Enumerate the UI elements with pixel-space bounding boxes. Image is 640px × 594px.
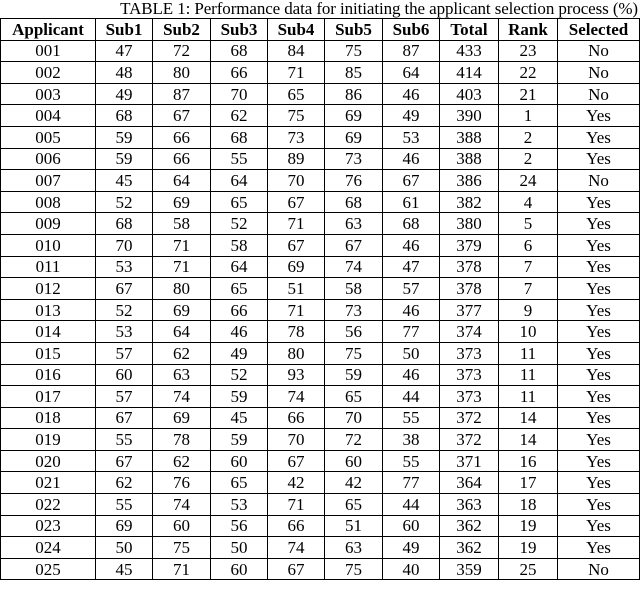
cell-sub6: 87 [383, 40, 440, 62]
table-row [1, 472, 640, 494]
cell-sub1: 59 [96, 126, 153, 148]
cell-applicant: 013 [1, 299, 96, 321]
cell-sub5: 63 [325, 213, 383, 235]
cell-sub4: 42 [268, 472, 325, 494]
cell-sub3: 49 [211, 342, 268, 364]
cell-sub6: 40 [383, 558, 440, 580]
cell-rank: 7 [499, 278, 558, 300]
cell-selected: Yes [558, 126, 640, 148]
table-row [1, 62, 640, 84]
cell-sub3: 52 [211, 364, 268, 386]
cell-sub5: 75 [325, 342, 383, 364]
column-header-sub6: Sub6 [383, 19, 440, 41]
cell-selected: Yes [558, 537, 640, 559]
cell-sub4: 78 [268, 321, 325, 343]
cell-sub3: 59 [211, 429, 268, 451]
cell-rank: 9 [499, 299, 558, 321]
cell-sub2: 76 [153, 472, 211, 494]
cell-applicant: 024 [1, 537, 96, 559]
cell-sub5: 70 [325, 407, 383, 429]
cell-sub2: 63 [153, 364, 211, 386]
table-row [1, 234, 640, 256]
cell-selected: Yes [558, 321, 640, 343]
cell-sub3: 52 [211, 213, 268, 235]
cell-sub6: 46 [383, 364, 440, 386]
cell-sub2: 78 [153, 429, 211, 451]
cell-sub4: 67 [268, 450, 325, 472]
cell-sub4: 67 [268, 234, 325, 256]
column-header-sub2: Sub2 [153, 19, 211, 41]
cell-sub6: 53 [383, 126, 440, 148]
cell-sub3: 53 [211, 494, 268, 516]
cell-sub5: 68 [325, 191, 383, 213]
cell-total: 373 [440, 386, 499, 408]
cell-sub1: 52 [96, 191, 153, 213]
cell-sub2: 67 [153, 105, 211, 127]
cell-sub3: 70 [211, 83, 268, 105]
cell-sub6: 77 [383, 321, 440, 343]
cell-sub4: 51 [268, 278, 325, 300]
cell-sub3: 65 [211, 278, 268, 300]
cell-selected: Yes [558, 429, 640, 451]
cell-sub6: 64 [383, 62, 440, 84]
cell-sub3: 68 [211, 126, 268, 148]
cell-sub1: 67 [96, 407, 153, 429]
cell-sub5: 72 [325, 429, 383, 451]
cell-total: 362 [440, 537, 499, 559]
cell-sub3: 58 [211, 234, 268, 256]
table-row [1, 191, 640, 213]
cell-applicant: 022 [1, 494, 96, 516]
cell-total: 433 [440, 40, 499, 62]
cell-sub6: 68 [383, 213, 440, 235]
cell-total: 373 [440, 342, 499, 364]
column-header-sub3: Sub3 [211, 19, 268, 41]
cell-applicant: 007 [1, 170, 96, 192]
table-row [1, 321, 640, 343]
cell-sub3: 68 [211, 40, 268, 62]
cell-sub6: 50 [383, 342, 440, 364]
cell-applicant: 015 [1, 342, 96, 364]
cell-sub3: 65 [211, 472, 268, 494]
cell-sub5: 56 [325, 321, 383, 343]
cell-sub1: 47 [96, 40, 153, 62]
cell-rank: 14 [499, 429, 558, 451]
cell-sub5: 65 [325, 494, 383, 516]
cell-selected: Yes [558, 364, 640, 386]
cell-sub5: 75 [325, 40, 383, 62]
cell-selected: Yes [558, 386, 640, 408]
cell-total: 371 [440, 450, 499, 472]
cell-sub6: 61 [383, 191, 440, 213]
cell-sub1: 53 [96, 256, 153, 278]
table-row [1, 450, 640, 472]
cell-selected: Yes [558, 342, 640, 364]
cell-sub1: 67 [96, 278, 153, 300]
cell-selected: Yes [558, 515, 640, 537]
table-row [1, 429, 640, 451]
cell-total: 388 [440, 148, 499, 170]
cell-applicant: 018 [1, 407, 96, 429]
cell-selected: Yes [558, 407, 640, 429]
cell-sub2: 74 [153, 494, 211, 516]
cell-rank: 2 [499, 148, 558, 170]
table-row [1, 278, 640, 300]
column-header-rank: Rank [499, 19, 558, 41]
cell-sub4: 69 [268, 256, 325, 278]
cell-sub4: 66 [268, 515, 325, 537]
cell-applicant: 021 [1, 472, 96, 494]
column-header-applicant: Applicant [1, 19, 96, 41]
table-row [1, 148, 640, 170]
cell-sub5: 74 [325, 256, 383, 278]
cell-sub4: 67 [268, 191, 325, 213]
table-row [1, 407, 640, 429]
cell-sub6: 55 [383, 407, 440, 429]
cell-sub1: 57 [96, 386, 153, 408]
table-row [1, 170, 640, 192]
cell-rank: 5 [499, 213, 558, 235]
cell-sub1: 49 [96, 83, 153, 105]
cell-selected: No [558, 40, 640, 62]
table-row [1, 256, 640, 278]
table-row [1, 126, 640, 148]
cell-rank: 11 [499, 364, 558, 386]
cell-applicant: 011 [1, 256, 96, 278]
cell-selected: Yes [558, 472, 640, 494]
cell-sub5: 58 [325, 278, 383, 300]
cell-sub2: 60 [153, 515, 211, 537]
column-header-sub1: Sub1 [96, 19, 153, 41]
cell-sub6: 46 [383, 148, 440, 170]
cell-sub4: 70 [268, 429, 325, 451]
cell-sub1: 67 [96, 450, 153, 472]
cell-sub5: 63 [325, 537, 383, 559]
cell-sub5: 59 [325, 364, 383, 386]
cell-sub6: 47 [383, 256, 440, 278]
cell-sub6: 55 [383, 450, 440, 472]
cell-sub6: 46 [383, 299, 440, 321]
cell-sub3: 60 [211, 558, 268, 580]
cell-sub3: 66 [211, 299, 268, 321]
cell-rank: 11 [499, 386, 558, 408]
cell-sub2: 87 [153, 83, 211, 105]
cell-sub5: 67 [325, 234, 383, 256]
table-row [1, 40, 640, 62]
cell-sub1: 69 [96, 515, 153, 537]
cell-applicant: 020 [1, 450, 96, 472]
cell-sub2: 71 [153, 558, 211, 580]
cell-rank: 1 [499, 105, 558, 127]
cell-sub6: 57 [383, 278, 440, 300]
cell-sub2: 72 [153, 40, 211, 62]
cell-applicant: 002 [1, 62, 96, 84]
cell-sub4: 74 [268, 386, 325, 408]
table-row [1, 537, 640, 559]
cell-sub1: 55 [96, 429, 153, 451]
cell-sub5: 85 [325, 62, 383, 84]
cell-sub2: 58 [153, 213, 211, 235]
cell-rank: 16 [499, 450, 558, 472]
cell-total: 364 [440, 472, 499, 494]
cell-sub3: 65 [211, 191, 268, 213]
cell-sub3: 66 [211, 62, 268, 84]
cell-total: 372 [440, 429, 499, 451]
cell-sub5: 69 [325, 105, 383, 127]
cell-total: 362 [440, 515, 499, 537]
cell-applicant: 025 [1, 558, 96, 580]
cell-rank: 14 [499, 407, 558, 429]
cell-total: 388 [440, 126, 499, 148]
cell-selected: No [558, 62, 640, 84]
cell-sub4: 74 [268, 537, 325, 559]
cell-sub3: 60 [211, 450, 268, 472]
cell-sub5: 42 [325, 472, 383, 494]
table-row [1, 83, 640, 105]
cell-rank: 24 [499, 170, 558, 192]
cell-sub5: 73 [325, 148, 383, 170]
cell-sub3: 45 [211, 407, 268, 429]
cell-sub5: 75 [325, 558, 383, 580]
cell-applicant: 017 [1, 386, 96, 408]
cell-rank: 6 [499, 234, 558, 256]
cell-sub2: 74 [153, 386, 211, 408]
cell-sub6: 77 [383, 472, 440, 494]
cell-sub2: 66 [153, 148, 211, 170]
table-row [1, 299, 640, 321]
cell-sub4: 71 [268, 299, 325, 321]
cell-sub6: 49 [383, 105, 440, 127]
table-row [1, 386, 640, 408]
cell-sub6: 60 [383, 515, 440, 537]
cell-sub6: 67 [383, 170, 440, 192]
cell-sub1: 52 [96, 299, 153, 321]
cell-sub6: 44 [383, 494, 440, 516]
cell-selected: Yes [558, 213, 640, 235]
cell-total: 386 [440, 170, 499, 192]
column-header-total: Total [440, 19, 499, 41]
cell-selected: No [558, 170, 640, 192]
cell-rank: 11 [499, 342, 558, 364]
table-caption: TABLE 1: Performance data for initiating the applicant selection process (%) [120, 0, 638, 18]
cell-rank: 4 [499, 191, 558, 213]
cell-total: 380 [440, 213, 499, 235]
cell-sub1: 50 [96, 537, 153, 559]
cell-sub3: 62 [211, 105, 268, 127]
cell-sub1: 70 [96, 234, 153, 256]
cell-sub2: 69 [153, 191, 211, 213]
cell-sub2: 71 [153, 234, 211, 256]
cell-applicant: 008 [1, 191, 96, 213]
cell-sub1: 62 [96, 472, 153, 494]
cell-sub4: 71 [268, 213, 325, 235]
cell-sub3: 50 [211, 537, 268, 559]
cell-total: 414 [440, 62, 499, 84]
cell-sub2: 80 [153, 278, 211, 300]
cell-selected: No [558, 83, 640, 105]
cell-sub2: 71 [153, 256, 211, 278]
performance-table [0, 18, 640, 580]
cell-selected: Yes [558, 299, 640, 321]
header-row [1, 19, 640, 41]
cell-sub2: 62 [153, 342, 211, 364]
cell-sub4: 84 [268, 40, 325, 62]
table-row [1, 515, 640, 537]
cell-rank: 19 [499, 515, 558, 537]
cell-sub1: 45 [96, 170, 153, 192]
cell-applicant: 003 [1, 83, 96, 105]
cell-sub1: 59 [96, 148, 153, 170]
cell-sub4: 67 [268, 558, 325, 580]
table-row [1, 558, 640, 580]
cell-sub4: 89 [268, 148, 325, 170]
cell-total: 378 [440, 278, 499, 300]
cell-applicant: 019 [1, 429, 96, 451]
cell-sub5: 76 [325, 170, 383, 192]
cell-sub5: 73 [325, 299, 383, 321]
cell-selected: Yes [558, 494, 640, 516]
cell-sub2: 64 [153, 321, 211, 343]
cell-sub2: 75 [153, 537, 211, 559]
cell-applicant: 009 [1, 213, 96, 235]
cell-sub5: 60 [325, 450, 383, 472]
cell-sub2: 62 [153, 450, 211, 472]
cell-sub3: 46 [211, 321, 268, 343]
cell-sub2: 69 [153, 299, 211, 321]
table-row [1, 494, 640, 516]
cell-total: 377 [440, 299, 499, 321]
cell-total: 379 [440, 234, 499, 256]
cell-sub6: 44 [383, 386, 440, 408]
cell-sub5: 86 [325, 83, 383, 105]
cell-rank: 21 [499, 83, 558, 105]
table-row [1, 342, 640, 364]
column-header-sub5: Sub5 [325, 19, 383, 41]
cell-sub6: 49 [383, 537, 440, 559]
cell-sub1: 68 [96, 105, 153, 127]
cell-sub2: 69 [153, 407, 211, 429]
cell-sub1: 57 [96, 342, 153, 364]
cell-applicant: 010 [1, 234, 96, 256]
cell-total: 374 [440, 321, 499, 343]
cell-sub6: 46 [383, 83, 440, 105]
cell-total: 390 [440, 105, 499, 127]
cell-selected: Yes [558, 105, 640, 127]
cell-applicant: 006 [1, 148, 96, 170]
cell-sub6: 38 [383, 429, 440, 451]
cell-selected: Yes [558, 148, 640, 170]
cell-rank: 7 [499, 256, 558, 278]
cell-sub4: 70 [268, 170, 325, 192]
cell-rank: 17 [499, 472, 558, 494]
cell-sub3: 59 [211, 386, 268, 408]
cell-sub3: 56 [211, 515, 268, 537]
cell-sub1: 53 [96, 321, 153, 343]
cell-sub1: 68 [96, 213, 153, 235]
cell-sub3: 64 [211, 170, 268, 192]
cell-sub4: 73 [268, 126, 325, 148]
cell-selected: Yes [558, 278, 640, 300]
cell-sub4: 80 [268, 342, 325, 364]
cell-applicant: 005 [1, 126, 96, 148]
cell-sub3: 55 [211, 148, 268, 170]
cell-sub5: 65 [325, 386, 383, 408]
cell-sub4: 75 [268, 105, 325, 127]
cell-sub4: 93 [268, 364, 325, 386]
cell-selected: Yes [558, 450, 640, 472]
cell-selected: Yes [558, 191, 640, 213]
cell-total: 403 [440, 83, 499, 105]
cell-rank: 18 [499, 494, 558, 516]
cell-sub3: 64 [211, 256, 268, 278]
cell-sub4: 65 [268, 83, 325, 105]
cell-rank: 19 [499, 537, 558, 559]
cell-sub1: 45 [96, 558, 153, 580]
cell-sub2: 64 [153, 170, 211, 192]
cell-total: 359 [440, 558, 499, 580]
cell-rank: 10 [499, 321, 558, 343]
cell-applicant: 023 [1, 515, 96, 537]
cell-rank: 23 [499, 40, 558, 62]
cell-selected: Yes [558, 256, 640, 278]
table-row [1, 364, 640, 386]
cell-applicant: 012 [1, 278, 96, 300]
cell-selected: Yes [558, 234, 640, 256]
cell-total: 373 [440, 364, 499, 386]
cell-sub1: 55 [96, 494, 153, 516]
cell-sub5: 51 [325, 515, 383, 537]
cell-rank: 22 [499, 62, 558, 84]
cell-sub4: 71 [268, 62, 325, 84]
table-row [1, 213, 640, 235]
cell-sub4: 66 [268, 407, 325, 429]
cell-applicant: 004 [1, 105, 96, 127]
cell-total: 363 [440, 494, 499, 516]
cell-sub2: 66 [153, 126, 211, 148]
column-header-selected: Selected [558, 19, 640, 41]
table-row [1, 105, 640, 127]
cell-applicant: 001 [1, 40, 96, 62]
cell-selected: No [558, 558, 640, 580]
cell-total: 372 [440, 407, 499, 429]
cell-rank: 25 [499, 558, 558, 580]
cell-total: 378 [440, 256, 499, 278]
cell-sub6: 46 [383, 234, 440, 256]
cell-rank: 2 [499, 126, 558, 148]
cell-sub2: 80 [153, 62, 211, 84]
cell-applicant: 016 [1, 364, 96, 386]
cell-sub1: 60 [96, 364, 153, 386]
cell-sub5: 69 [325, 126, 383, 148]
cell-sub1: 48 [96, 62, 153, 84]
column-header-sub4: Sub4 [268, 19, 325, 41]
cell-total: 382 [440, 191, 499, 213]
cell-applicant: 014 [1, 321, 96, 343]
cell-sub4: 71 [268, 494, 325, 516]
